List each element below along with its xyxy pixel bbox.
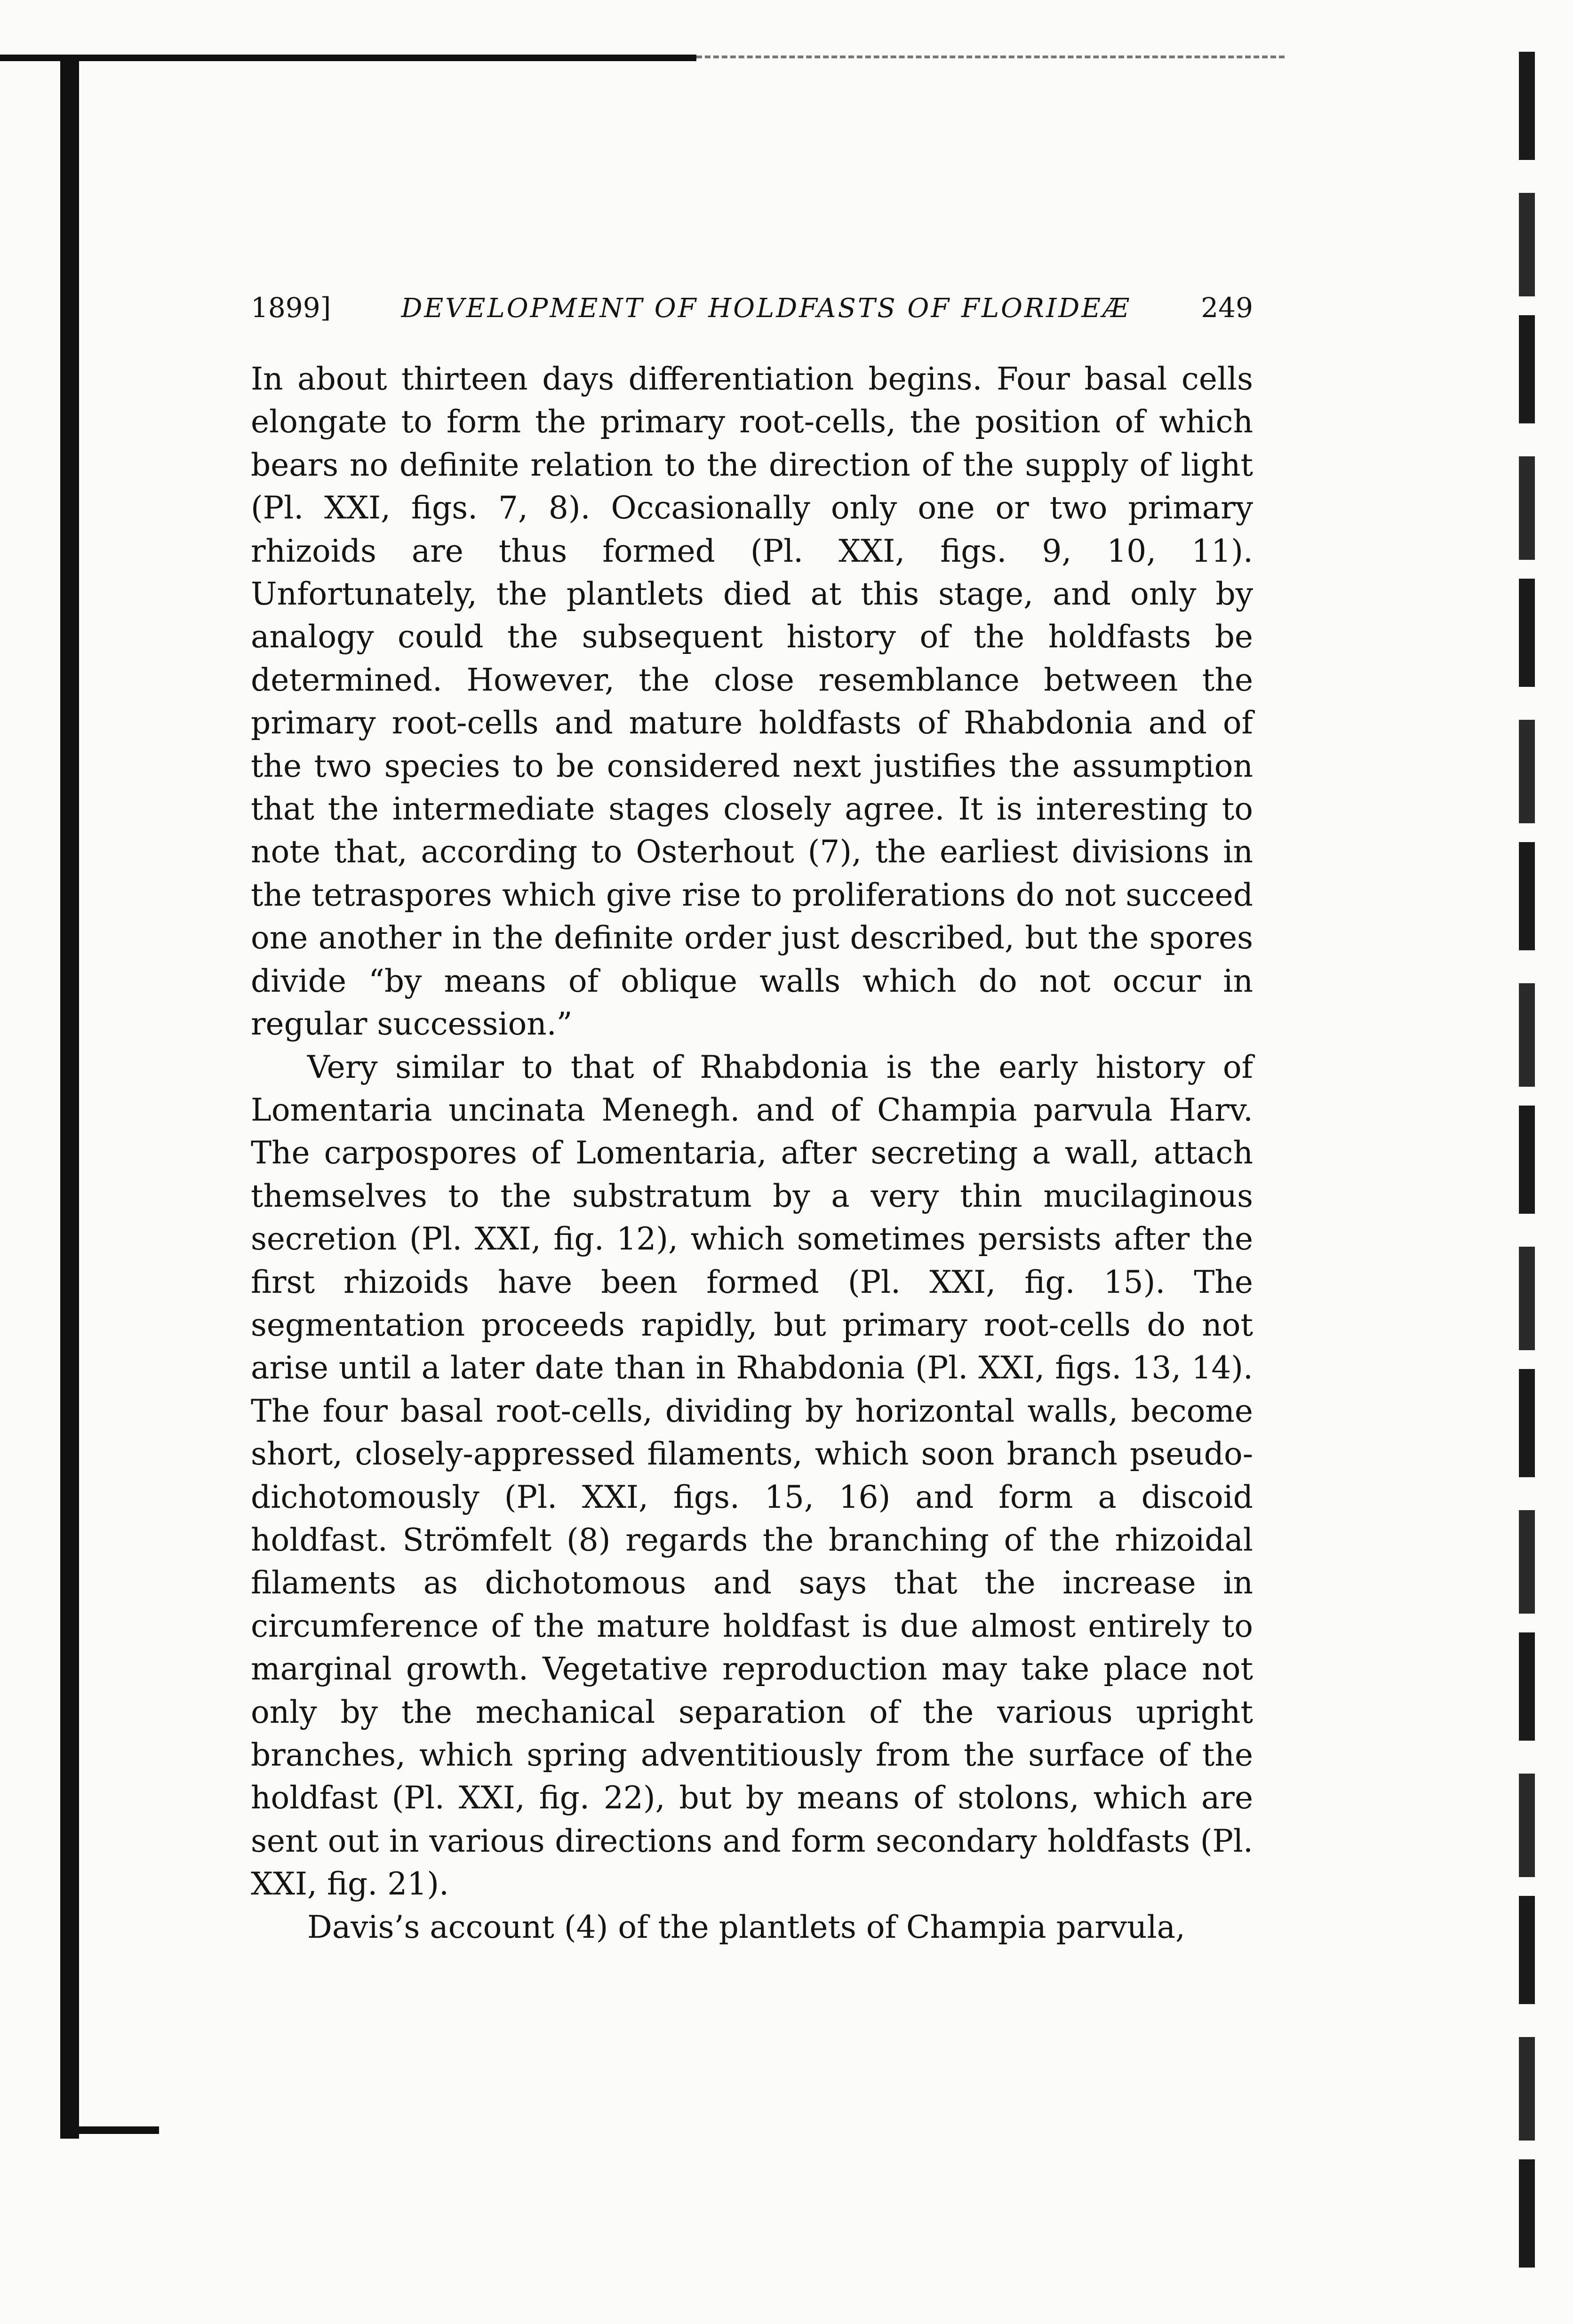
paragraph-2: Very similar to that of Rhabdonia is the early history of Lomentaria uncinata Menegh. and of Champia parvula Harv. The carpospores of Lomentaria, after secreting a wall, attach themselves to the substratum by a very thin mucilaginous secretion (Pl. XXI, fig. 12), which sometimes persists after the first rhizoids have been formed (Pl. XXI, fig. 15). The segmentation proceeds rapidly, but primary root-cells do not arise until a later date than in Rhabdonia (Pl. XXI, figs. 13, 14). The four basal root-cells, dividing by horizontal walls, become short, closely-appressed filaments, which soon branch pseudo-dichotomously (Pl. XXI, figs. 15, 16) and form a discoid holdfast. Strömfelt (8) regards the branching of the rhizoidal filaments as dichotomous and says that the increase in circumference of the mature holdfast is due almost entirely to marginal growth. Vegetative reproduction may take place not only by the mechanical separation of the various upright branches, which spring adventitiously from the surface of the holdfast (Pl. XXI, fig. 22), but by means of stolons, which are sent out in various directions and form secondary holdfasts (Pl. XXI, fig. 21). bbox=[251, 1049, 1253, 1902]
scan-top-rule-fade bbox=[696, 56, 1285, 58]
running-title: DEVELOPMENT OF HOLDFASTS OF FLORIDEÆ bbox=[401, 293, 1131, 324]
body-text bbox=[251, 358, 1253, 1949]
running-head bbox=[251, 292, 1253, 339]
scan-bottom-mark bbox=[60, 2126, 159, 2134]
scan-top-rule bbox=[0, 55, 696, 61]
scan-right-edge bbox=[1519, 52, 1535, 2291]
page-number: 249 bbox=[1201, 292, 1253, 324]
paragraph-1: In about thirteen days differentiation begins. Four basal cells elongate to form the primary root-cells, the position of which bears no definite relation to the direction of the supply of light (Pl. XXI, figs. 7, 8). Occasionally only one or two primary rhizoids are thus formed (Pl. XXI, figs. 9, 10, 11). Unfortunately, the plantlets died at this stage, and only by analogy could the subsequent history of the holdfasts be determined. However, the close resemblance between the primary root-cells and mature holdfasts of Rhabdonia and of the two species to be considered next justifies the assumption that the intermediate stages closely agree. It is interesting to note that, according to Osterhout (7), the earliest divisions in the tetraspores which give rise to proliferations do not succeed one another in the definite order just described, but the spores divide “by means of oblique walls which do not occur in regular succession.” bbox=[251, 361, 1253, 1043]
scan-binding-edge bbox=[60, 55, 79, 2139]
header-year: 1899] bbox=[251, 292, 331, 324]
paragraph-3: Davis’s account (4) of the plantlets of Champia parvula, bbox=[307, 1909, 1185, 1945]
